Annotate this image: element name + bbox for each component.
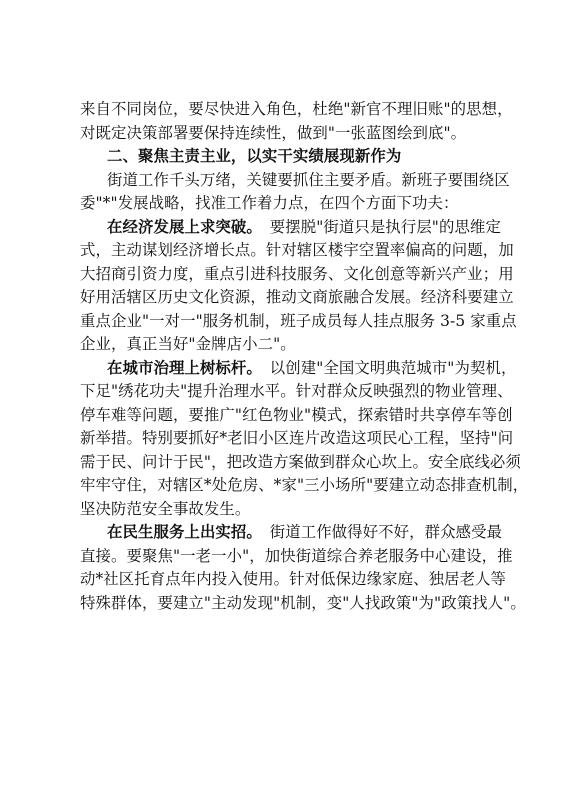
paragraph-lead: 在城市治理上树标杆。 bbox=[107, 358, 255, 377]
body-text: 要摆脱"街道只是执行层"的思维定 bbox=[269, 217, 501, 236]
body-line: 直接。要聚焦"一老一小"，加快街道综合养老服务中心建设，推 bbox=[80, 546, 513, 565]
body-text: 街道工作做得好不好，群众感受最 bbox=[269, 523, 503, 541]
body-text: 以创建"全国文明典范城市"为契机， bbox=[269, 358, 517, 377]
body-line: 大招商引资力度，重点引进科技服务、文化创意等新兴产业；用 bbox=[80, 264, 514, 283]
body-line: 下足"绣花功夫"提升治理水平。针对群众反映强烈的物业管理、 bbox=[80, 382, 513, 400]
body-line: 需于民、问计于民"，把改造方案做到群众心坎上。安全底线必须 bbox=[80, 452, 521, 471]
section-heading: 二、聚焦主责主业，以实干实绩展现新作为 bbox=[107, 147, 402, 165]
body-line: 坚决防范安全事故发生。 bbox=[80, 499, 251, 518]
body-line: 委"*"发展战略，找准工作着力点，在四个方面下功夫： bbox=[80, 194, 459, 212]
body-line: 动*社区托育点年内投入使用。针对低保边缘家庭、独居老人等 bbox=[80, 570, 507, 588]
body-line: 街道工作千头万绪，关键要抓住主要矛盾。新班子要围绕区 bbox=[107, 170, 510, 189]
body-line: 企业，真正当好"金牌店小二"。 bbox=[80, 335, 296, 353]
body-line: 牢牢守住，对辖区*处危房、*家"三小场所"要建立动态排查机制， bbox=[80, 476, 529, 494]
body-line: 来自不同岗位，要尽快进入角色，杜绝"新官不理旧账"的思想， bbox=[80, 100, 513, 118]
body-line: 对既定决策部署要保持连续性，做到"一张蓝图绘到底"。 bbox=[80, 123, 467, 142]
paragraph-first-line bbox=[80, 357, 517, 381]
paragraph-lead: 在经济发展上求突破。 bbox=[107, 217, 255, 236]
body-line: 好用活辖区历史文化资源，推动文商旅融合发展。经济科要建立 bbox=[80, 288, 514, 306]
body-line: 式，主动谋划经济增长点。针对辖区楼宇空置率偏高的问题，加 bbox=[80, 241, 514, 259]
body-line: 新举措。特别要抓好*老旧小区连片改造这项民心工程，坚持"问 bbox=[80, 429, 514, 447]
body-line: 重点企业"一对一"服务机制，班子成员每人挂点服务 3-5 家重点 bbox=[80, 311, 517, 330]
paragraph-lead: 在民生服务上出实招。 bbox=[107, 523, 255, 541]
paragraph-first-line bbox=[80, 216, 500, 240]
paragraph-first-line bbox=[80, 521, 503, 545]
document-body bbox=[80, 98, 529, 615]
body-line: 特殊群体，要建立"主动发现"机制，变"人找政策"为"政策找人"。 bbox=[80, 593, 526, 612]
body-line: 停车难等问题，要推广"红色物业"模式，探索错时共享停车等创 bbox=[80, 405, 513, 424]
